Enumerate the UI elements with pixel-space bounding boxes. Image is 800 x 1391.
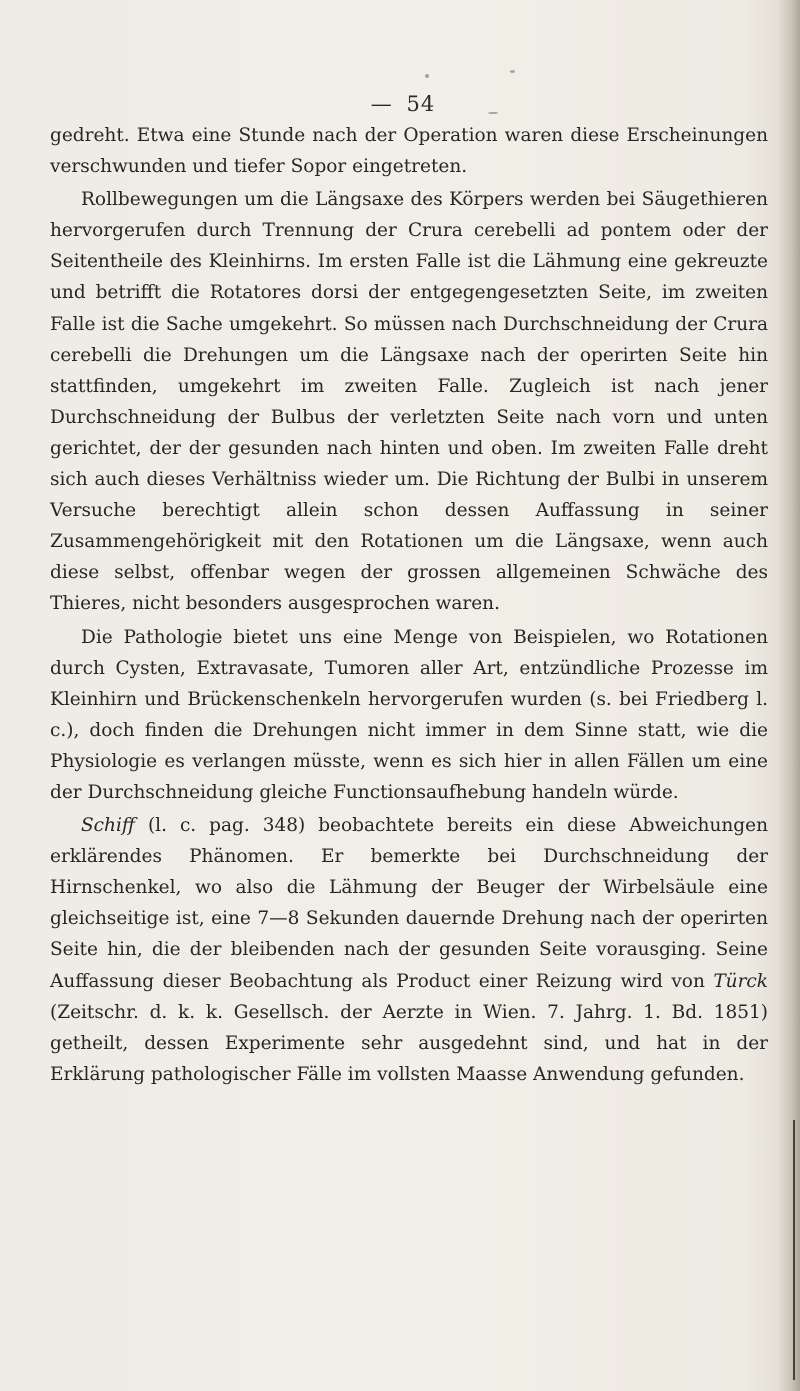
- paragraph: [50, 810, 768, 1090]
- page-edge-shadow: [778, 0, 800, 1391]
- ink-smudge: [425, 74, 429, 78]
- paragraph: Rollbewegungen um die Längsaxe des Körpers werden bei Säugethieren hervorgerufen durch Trennung der Crura cerebelli ad pontem oder der Seitentheile des Kleinhirns. Im ersten Falle ist die Lähmung eine gekreuzte und betrifft die Rotatores dorsi der entgegengesetzten Seite, im zweiten Falle ist die Sache umgekehrt. So müssen nach Durchschneidung der Crura cerebelli die Drehungen um die Längsaxe nach der operirten Seite hin stattfinden, umgekehrt im zweiten Falle. Zugleich ist nach jener Durchschneidung der Bulbus der verletzten Seite nach vorn und unten gerichtet, der der gesunden nach hinten und oben. Im zweiten Falle dreht sich auch dieses Verhältniss wieder um. Die Richtung der Bulbi in unserem Versuche berechtigt allein schon dessen Auffassung in seiner Zusammengehörigkeit mit den Rotationen um die Längsaxe, wenn auch diese selbst, offenbar wegen der grossen allgemeinen Schwäche des Thieres, nicht besonders ausgesprochen waren.: [50, 189, 768, 615]
- author-name-turck: Türck: [713, 970, 768, 992]
- page-number: 54: [406, 92, 436, 116]
- paragraph: gedreht. Etwa eine Stunde nach der Operation waren diese Erscheinungen verschwunden und tiefer Sopor eingetreten.: [50, 125, 768, 178]
- ink-smudge: [510, 70, 515, 73]
- page-header: [0, 92, 800, 116]
- author-name-schiff: Schiff: [81, 815, 135, 837]
- paragraph-text-end: (Zeitschr. d. k. k. Gesellsch. der Aerzte in Wien. 7. Jahrg. 1. Bd. 1851) getheilt, dessen Experimente sehr ausgedehnt sind, und hat in der Erklärung pathologischer Fälle im vollsten Maasse Anwendung gefunden.: [50, 1001, 768, 1085]
- page-edge-mark: [793, 1120, 795, 1380]
- paragraph-text: (l. c. pag. 348) beobachtete bereits ein diese Abweichungen erklärendes Phänomen. Er bemerkte bei Durchschneidung der Hirnschenkel, wo also die Lähmung der Beuger der Wirbelsäule eine gleichseitige ist, eine 7—8 Sekunden dauernde Drehung nach der operirten Seite hin, die der bleibenden nach der gesunden Seite vorausging. Seine Auffassung dieser Beobachtung als Product einer Reizung wird von: [50, 815, 768, 992]
- header-dash: —: [370, 92, 393, 116]
- body-text: [50, 120, 768, 1090]
- paragraph: Die Pathologie bietet uns eine Menge von Beispielen, wo Rotationen durch Cysten, Extravasate, Tumoren aller Art, entzündliche Prozesse im Kleinhirn und Brückenschenkeln hervorgerufen wurden (s. bei Friedberg l. c.), doch finden die Drehungen nicht immer in dem Sinne statt, wie die Physiologie es verlangen müsste, wenn es sich hier in allen Fällen um eine der Durchschneidung gleiche Functionsaufhebung handeln würde.: [50, 626, 768, 803]
